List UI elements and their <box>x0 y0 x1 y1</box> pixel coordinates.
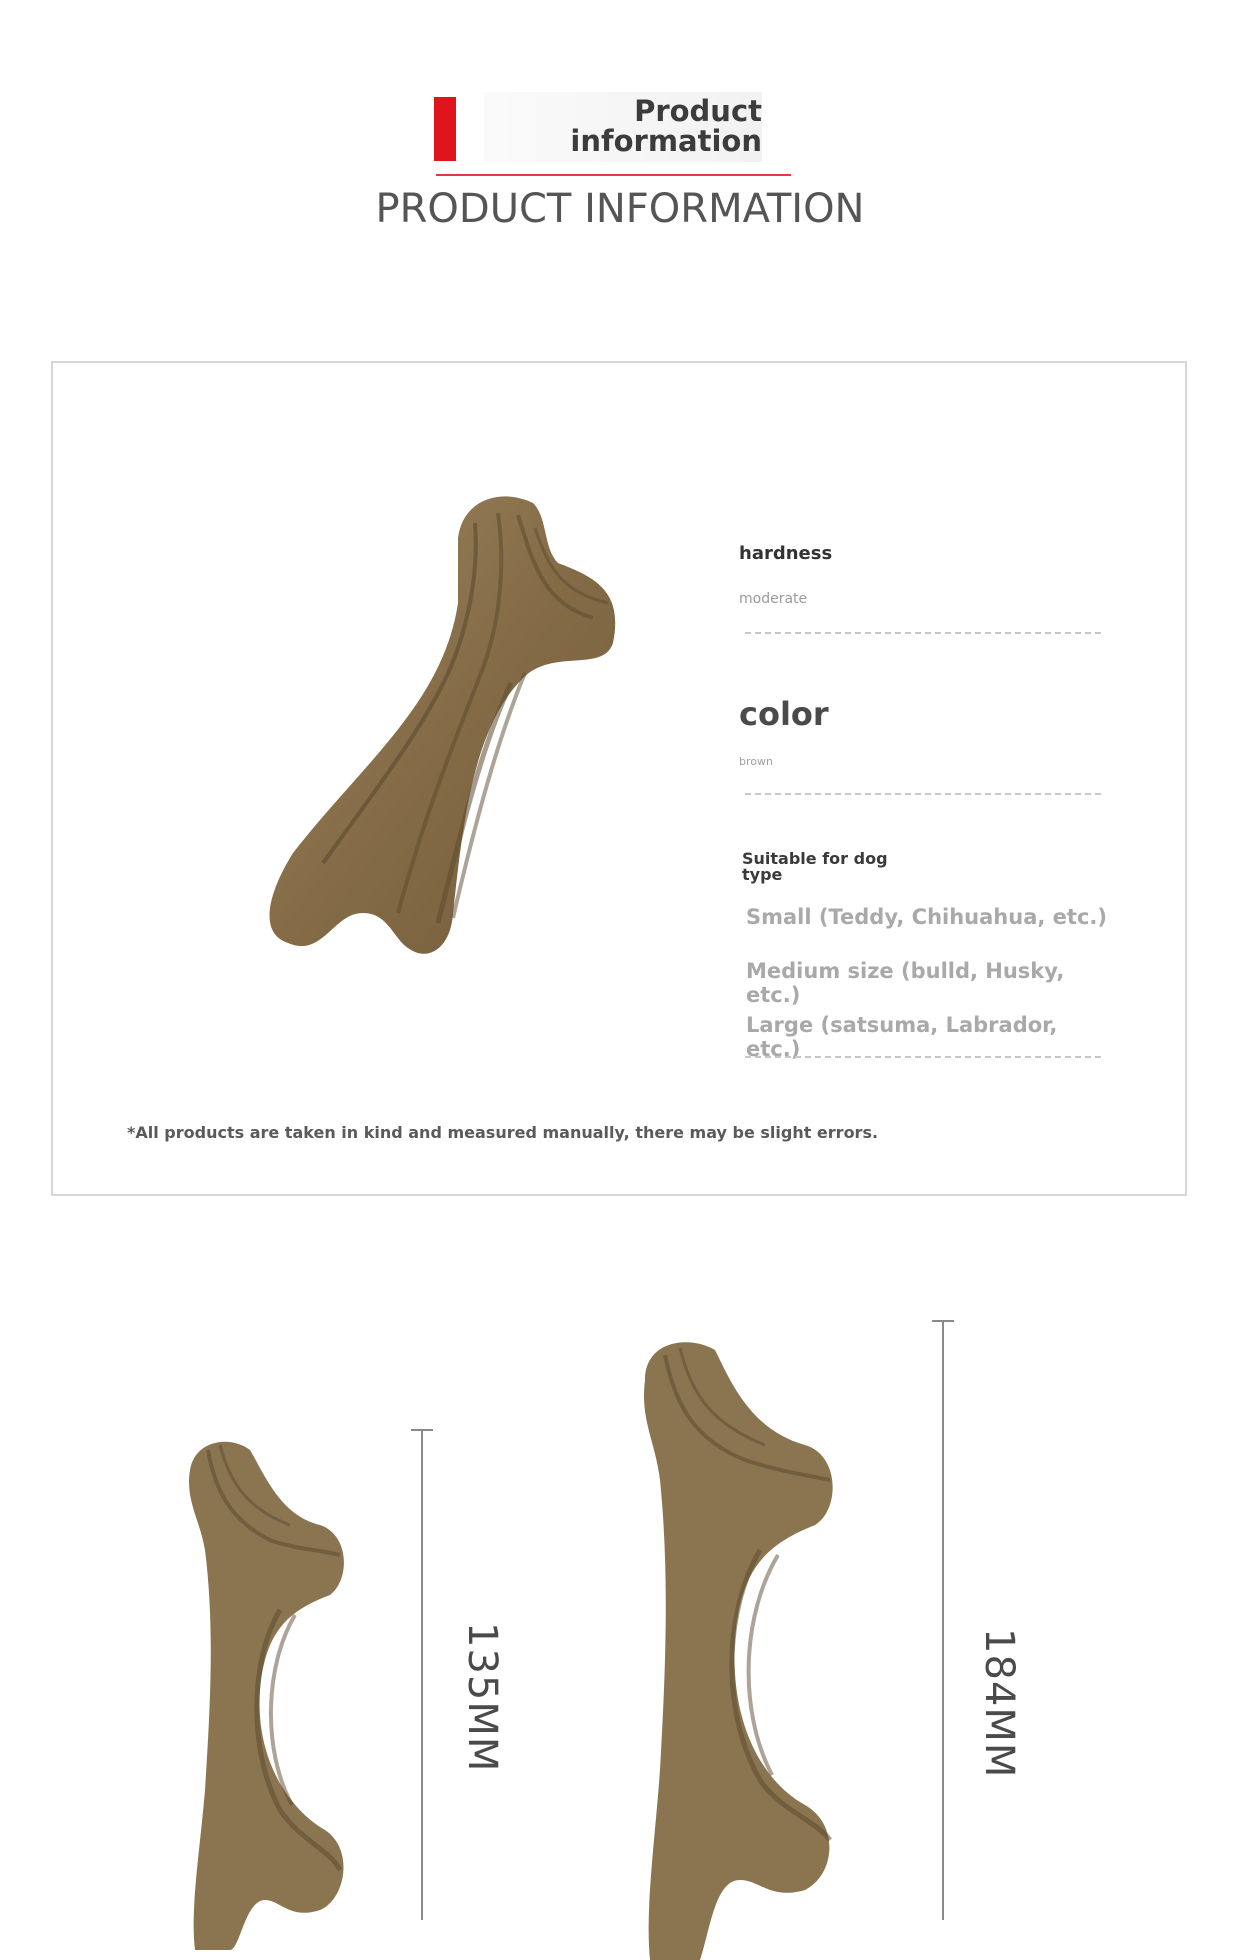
dimension-line-small <box>421 1430 423 1920</box>
product-info-panel <box>51 361 1187 1196</box>
hardness-value: moderate <box>739 591 808 607</box>
suitable-item-large: Large (satsuma, Labrador, etc.) <box>746 1013 1058 1061</box>
antler-large-image <box>620 1320 860 1960</box>
divider <box>745 632 1101 634</box>
color-value: brown <box>739 755 773 768</box>
section-title <box>502 96 762 156</box>
section-subtitle: PRODUCT INFORMATION <box>375 186 865 232</box>
suitable-label: Suitable for dog type <box>742 849 888 884</box>
size-comparison <box>0 1260 1240 1920</box>
suitable-item-small: Small (Teddy, Chihuahua, etc.) <box>746 905 1107 929</box>
suitable-item-medium: Medium size (bulld, Husky, etc.) <box>746 959 1065 1007</box>
size-label-large: 184MM <box>976 1628 1022 1779</box>
section-title-line2: information <box>570 124 762 158</box>
divider <box>745 793 1101 795</box>
antler-small-image <box>170 1430 370 1950</box>
color-label: color <box>739 695 829 733</box>
size-label-small: 135MM <box>459 1622 505 1773</box>
section-header <box>0 0 1240 260</box>
antler-shape <box>189 1442 344 1950</box>
title-box <box>484 92 762 162</box>
title-underline <box>436 174 791 176</box>
antler-shape <box>269 496 615 953</box>
hardness-label: hardness <box>739 543 833 564</box>
antler-shape <box>644 1342 833 1960</box>
divider <box>745 1056 1101 1058</box>
dimension-line-large <box>942 1321 944 1920</box>
attributes-column <box>689 363 1109 1198</box>
antler-toy-image <box>213 443 633 1043</box>
measurement-note: *All products are taken in kind and measured manually, there may be slight errors. <box>127 1123 879 1142</box>
accent-bar <box>434 97 456 161</box>
section-title-line1: Product <box>634 94 762 128</box>
